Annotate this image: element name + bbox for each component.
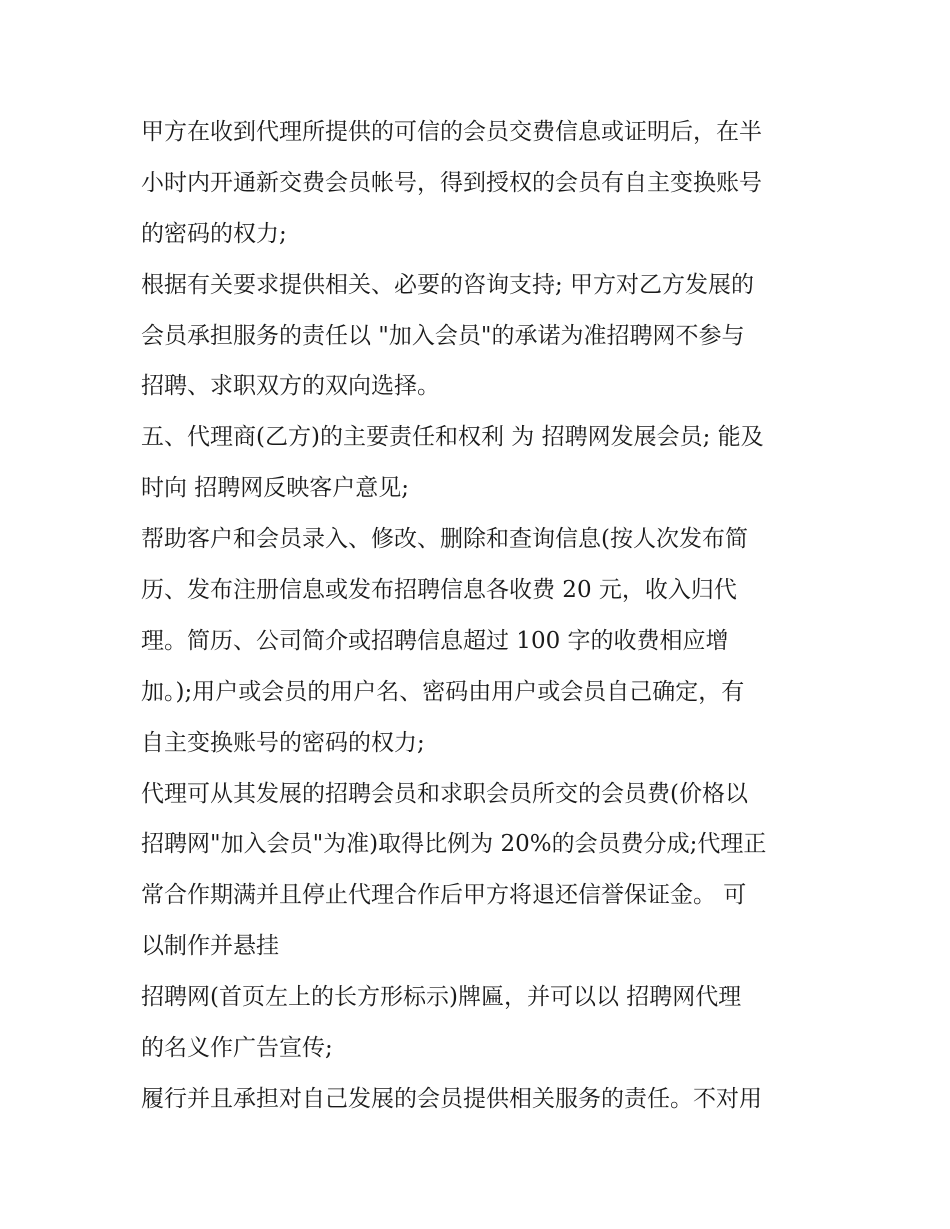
text-line: 会员承担服务的责任以 "加入会员"的承诺为准招聘网不参与 bbox=[141, 322, 745, 349]
text-line: 根据有关要求提供相关、必要的咨询支持; 甲方对乙方发展的 bbox=[141, 271, 755, 298]
text-line: 自主变换账号的密码的权力; bbox=[141, 729, 425, 756]
text-line: 小时内开通新交费会员帐号，得到授权的会员有自主变换账号 bbox=[141, 169, 762, 196]
text-line: 招聘网(首页左上的长方形标示)牌匾，并可以以 招聘网代理 bbox=[141, 984, 742, 1011]
text-line: 常合作期满并且停止代理合作后甲方将退还信誉保证金。 可 bbox=[141, 882, 747, 909]
text-line: 甲方在收到代理所提供的可信的会员交费信息或证明后，在半 bbox=[141, 119, 762, 145]
text-line: 履行并且承担对自己发展的会员提供相关服务的责任。不对用 bbox=[141, 1085, 762, 1112]
text-line: 理。简历、公司简介或招聘信息超过 100 字的收费相应增 bbox=[141, 627, 729, 654]
text-line: 代理可从其发展的招聘会员和求职会员所交的会员费(价格以 bbox=[141, 780, 748, 807]
text-line: 的密码的权力; bbox=[141, 220, 287, 247]
document-body bbox=[141, 107, 821, 1125]
text-line: 帮助客户和会员录入、修改、删除和查询信息(按人次发布简 bbox=[141, 526, 748, 553]
text-line: 以制作并悬挂 bbox=[141, 933, 279, 960]
text-line: 的名义作广告宣传; bbox=[141, 1035, 333, 1062]
text-line: 时向 招聘网反映客户意见; bbox=[141, 475, 410, 502]
text-line: 加。);用户或会员的用户名、密码由用户或会员自己确定，有 bbox=[141, 678, 745, 705]
text-line: 招聘网"加入会员"为准)取得比例为 20%的会员费分成;代理正 bbox=[141, 831, 767, 858]
text-line: 历、发布注册信息或发布招聘信息各收费 20 元，收入归代 bbox=[141, 577, 737, 604]
text-line: 招聘、求职双方的双向选择。 bbox=[141, 373, 440, 400]
text-line: 五、代理商(乙方)的主要责任和权利 为 招聘网发展会员; 能及 bbox=[141, 424, 764, 451]
